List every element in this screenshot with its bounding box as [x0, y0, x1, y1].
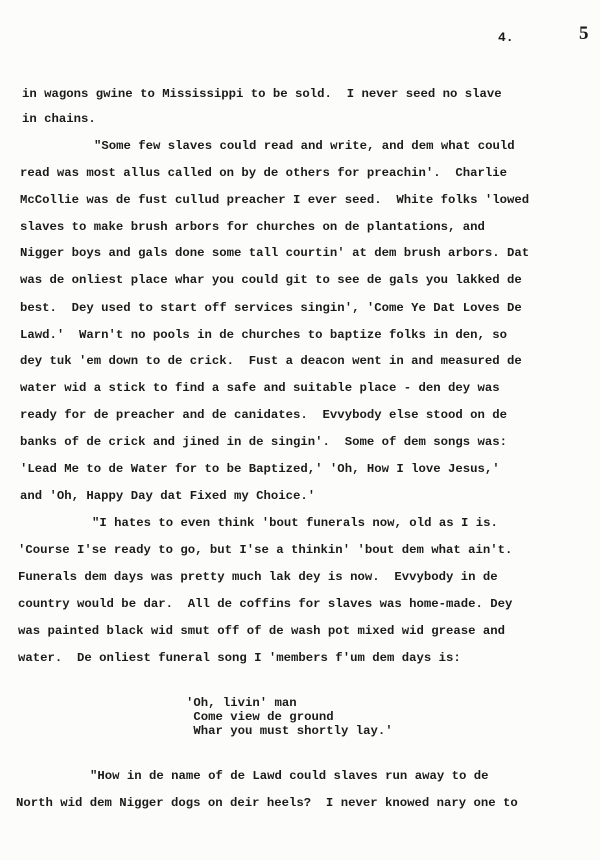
- typed-page-number: 4.: [498, 30, 514, 45]
- body-line: Nigger boys and gals done some tall courtin' at dem brush arbors. Dat: [20, 246, 530, 260]
- body-line: in chains.: [22, 112, 96, 126]
- body-line: dey tuk 'em down to de crick. Fust a deacon went in and measured de: [20, 354, 522, 368]
- body-line: and 'Oh, Happy Day dat Fixed my Choice.': [20, 489, 316, 503]
- body-line: "I hates to even think 'bout funerals now, old as I is.: [92, 516, 498, 530]
- body-line: water wid a stick to find a safe and suitable place - den dey was: [20, 381, 500, 395]
- body-line: in wagons gwine to Mississippi to be sold. I never seed no slave: [22, 87, 502, 101]
- song-line: Whar you must shortly lay.': [186, 724, 393, 738]
- body-line: best. Dey used to start off services singin', 'Come Ye Dat Loves De: [20, 301, 522, 315]
- body-line: slaves to make brush arbors for churches on de plantations, and: [20, 220, 485, 234]
- body-line: Lawd.' Warn't no pools in de churches to baptize folks in den, so: [20, 328, 508, 342]
- body-line: was de onliest place whar you could git to see de gals you lakked de: [20, 273, 522, 287]
- body-line: North wid dem Nigger dogs on deir heels? I never knowed nary one to: [16, 796, 518, 810]
- body-line: "Some few slaves could read and write, and dem what could: [94, 139, 515, 153]
- song-line: Come view de ground: [186, 710, 334, 724]
- body-line: was painted black wid smut off of de wash pot mixed wid grease and: [18, 624, 506, 638]
- body-line: "How in de name of de Lawd could slaves run away to de: [90, 769, 489, 783]
- body-line: Funerals dem days was pretty much lak dey is now. Evvybody in de: [18, 570, 498, 584]
- song-line: 'Oh, livin' man: [186, 696, 297, 710]
- body-line: country would be dar. All de coffins for slaves was home-made. Dey: [18, 597, 513, 611]
- body-line: ready for de preacher and de canidates. Evvybody else stood on de: [20, 408, 508, 422]
- body-line: 'Lead Me to de Water for to be Baptized,' 'Oh, How I love Jesus,': [20, 462, 500, 476]
- body-line: read was most allus called on by de others for preachin'. Charlie: [20, 166, 508, 180]
- stamped-page-number: 5: [579, 23, 589, 44]
- body-line: water. De onliest funeral song I 'members f'um dem days is:: [18, 651, 461, 665]
- body-line: McCollie was de fust cullud preacher I ever seed. White folks 'lowed: [20, 193, 530, 207]
- body-line: banks of de crick and jined in de singin'. Some of dem songs was:: [20, 435, 508, 449]
- body-line: 'Course I'se ready to go, but I'se a thinkin' 'bout dem what ain't.: [18, 543, 513, 557]
